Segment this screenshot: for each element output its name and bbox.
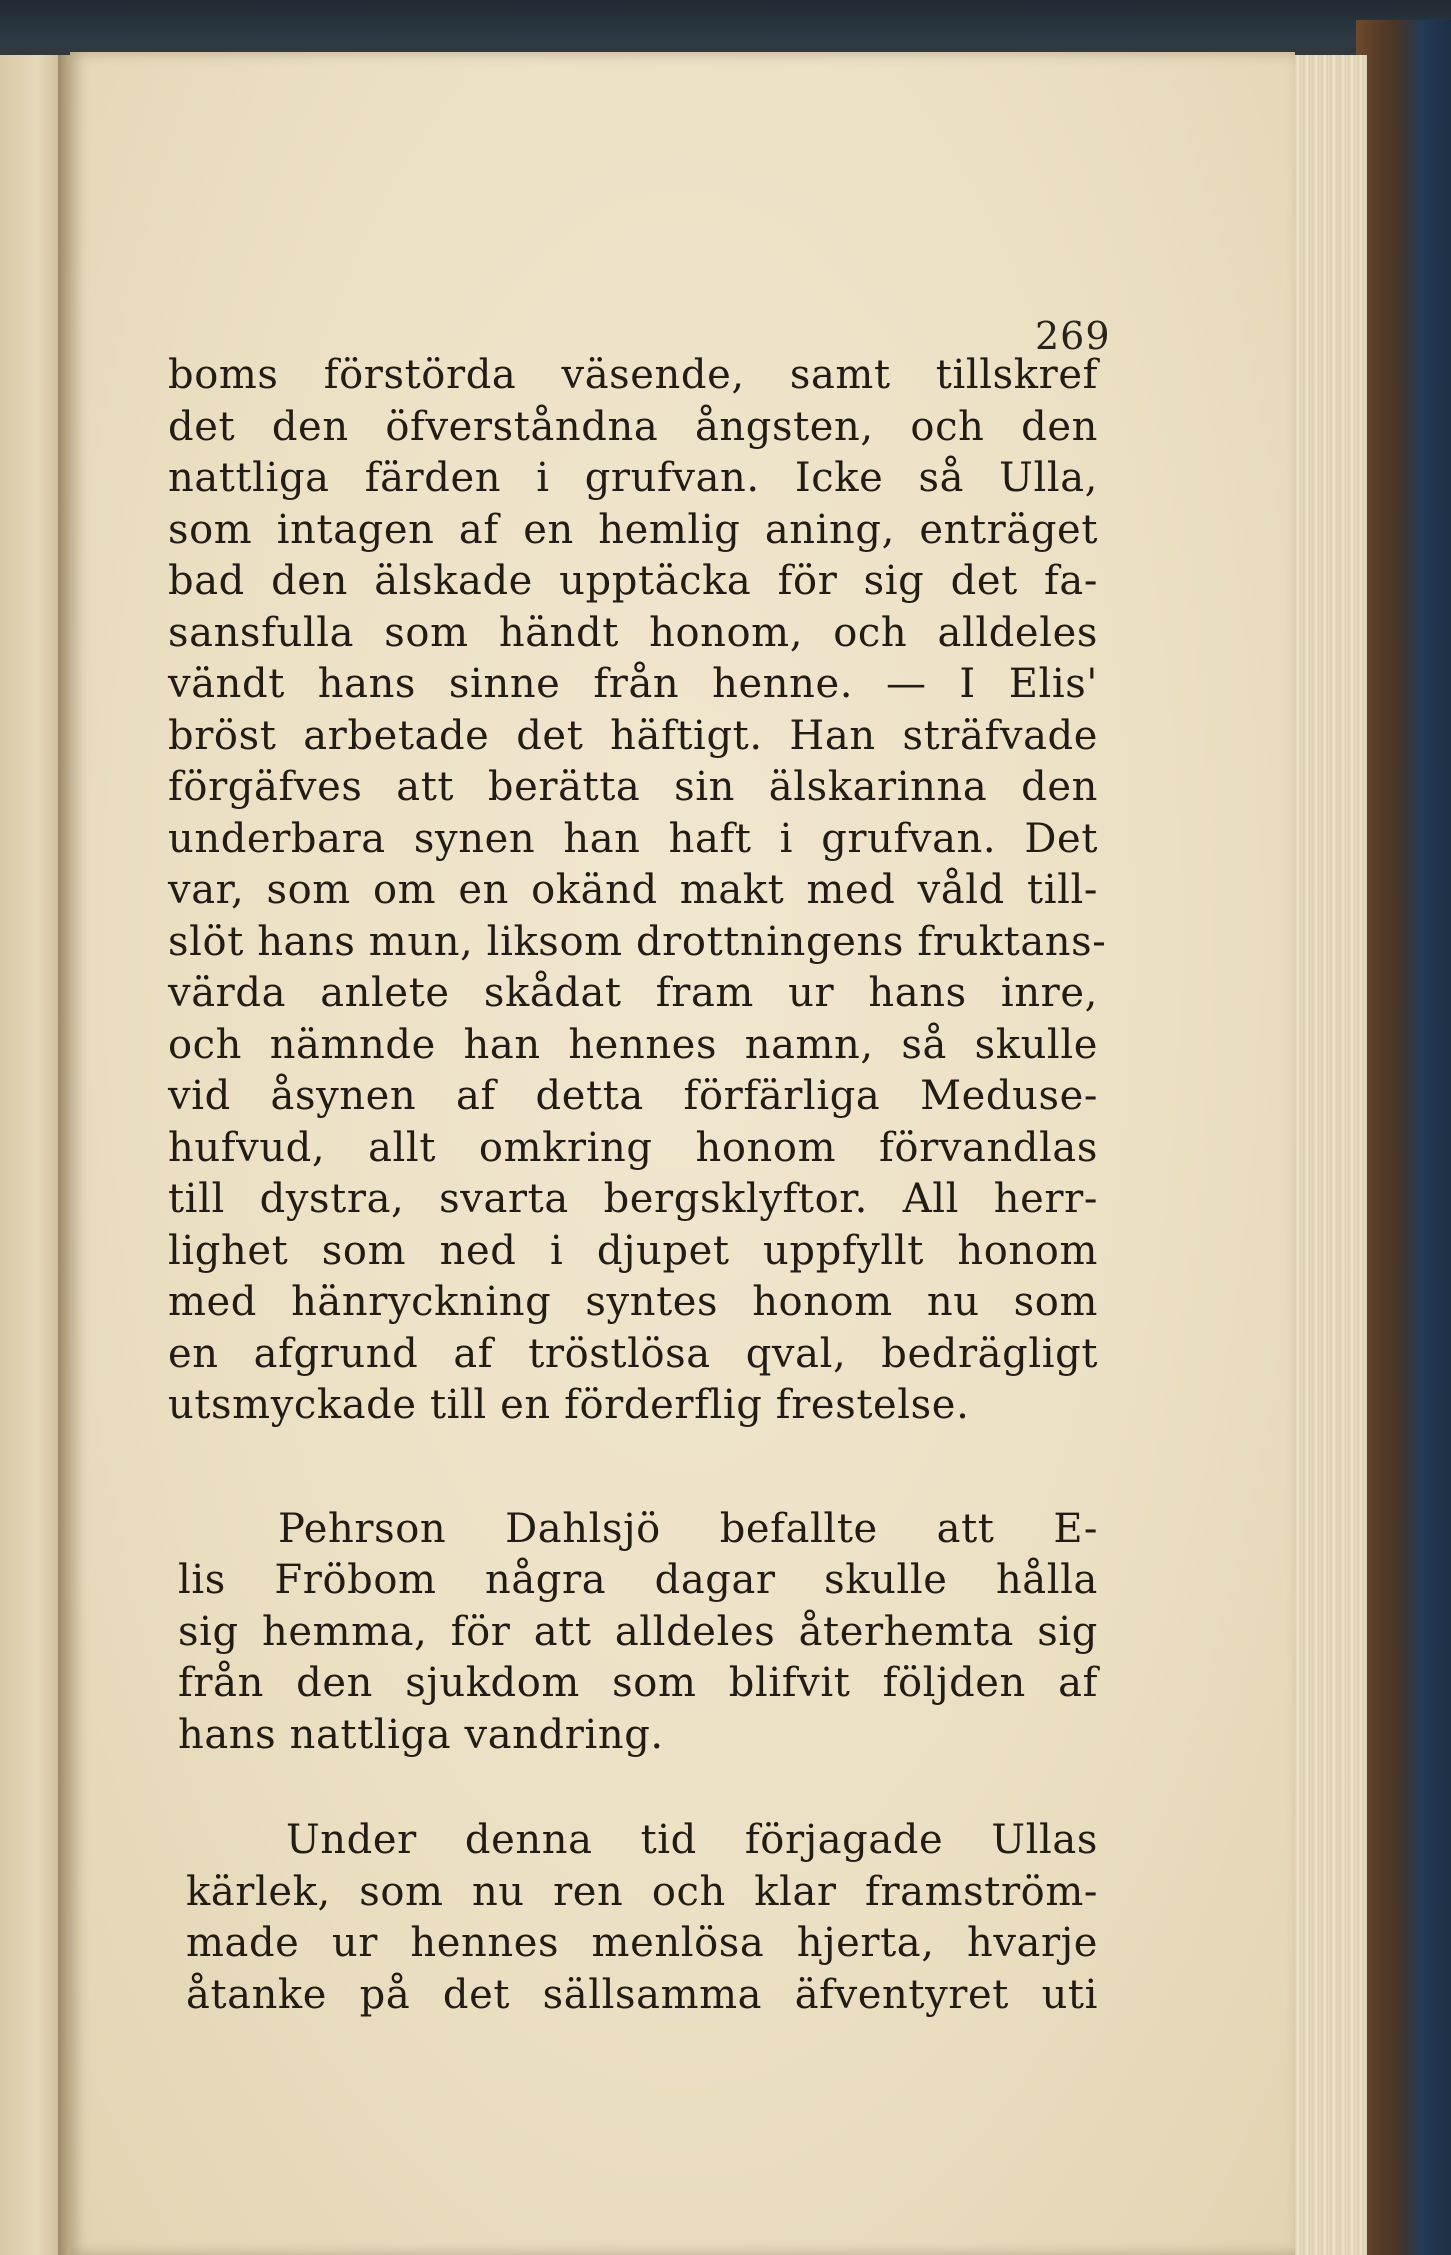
book-cover-edge	[1356, 20, 1451, 2255]
text-line: till dystra, svarta bergsklyftor. All herr-	[168, 1176, 1098, 1222]
text-line: förgäfves att berätta sin älskarinna den	[168, 764, 1098, 810]
text-line: vid åsynen af detta förfärliga Meduse-	[168, 1073, 1098, 1119]
text-line: Under denna tid förjagade Ullas	[286, 1817, 1098, 1863]
text-line: sansfulla som händt honom, och alldeles	[168, 609, 1098, 656]
text-line: slöt hans mun, liksom drottningens fruktans-	[168, 918, 1107, 965]
text-line: som intagen af en hemlig aning, enträget	[168, 506, 1098, 553]
paragraph-spacer	[168, 1432, 1098, 1504]
text-line: hans nattliga vandring.	[178, 1711, 664, 1758]
text-line: från den sjukdom som blifvit följden af	[178, 1660, 1098, 1706]
text-line: lis Fröbom några dagar skulle hålla	[178, 1557, 1098, 1603]
page-edges-stack	[1290, 55, 1367, 2255]
text-line: värda anlete skådat fram ur hans inre,	[168, 970, 1098, 1016]
text-line: lighet som ned i djupet uppfyllt honom	[168, 1227, 1098, 1274]
text-line: kärlek, som nu ren och klar framström-	[186, 1868, 1098, 1915]
text-line: boms förstörda väsende, samt tillskref	[168, 352, 1098, 398]
text-line: bad den älskade upptäcka för sig det fa-	[168, 558, 1098, 604]
text-line: underbara synen han haft i grufvan. Det	[168, 815, 1098, 862]
text-line: åtanke på det sällsamma äfventyret uti	[186, 1971, 1098, 2018]
paragraph-3	[168, 1815, 1098, 2021]
text-line: med hänryckning syntes honom nu som	[168, 1279, 1098, 1325]
text-line: och nämnde han hennes namn, så skulle	[168, 1021, 1098, 1068]
text-line: en afgrund af tröstlösa qval, bedrägligt	[168, 1330, 1098, 1377]
page-text-block	[168, 350, 1107, 2021]
text-line: sig hemma, för att alldeles återhemta sig	[178, 1608, 1098, 1655]
page-number: 269	[1035, 314, 1111, 358]
facing-page-sliver	[0, 55, 62, 2255]
text-line: vändt hans sinne från henne. — I Elis'	[168, 661, 1098, 707]
text-line: utsmyckade till en förderflig frestelse.	[168, 1382, 970, 1428]
paragraph-1	[168, 350, 1107, 1432]
text-line: Pehrson Dahlsjö befallte att E-	[278, 1505, 1098, 1552]
paragraph-spacer	[168, 1761, 1098, 1815]
text-line: nattliga färden i grufvan. Icke så Ulla,	[168, 455, 1098, 501]
text-line: hufvud, allt omkring honom förvandlas	[168, 1124, 1098, 1171]
text-line: bröst arbetade det häftigt. Han sträfvade	[168, 712, 1098, 759]
text-line: var, som om en okänd makt med våld till-	[168, 867, 1098, 913]
paragraph-2	[168, 1504, 1098, 1762]
text-line: made ur hennes menlösa hjerta, hvarje	[186, 1920, 1098, 1966]
text-line: det den öfverståndna ångsten, och den	[168, 403, 1098, 450]
